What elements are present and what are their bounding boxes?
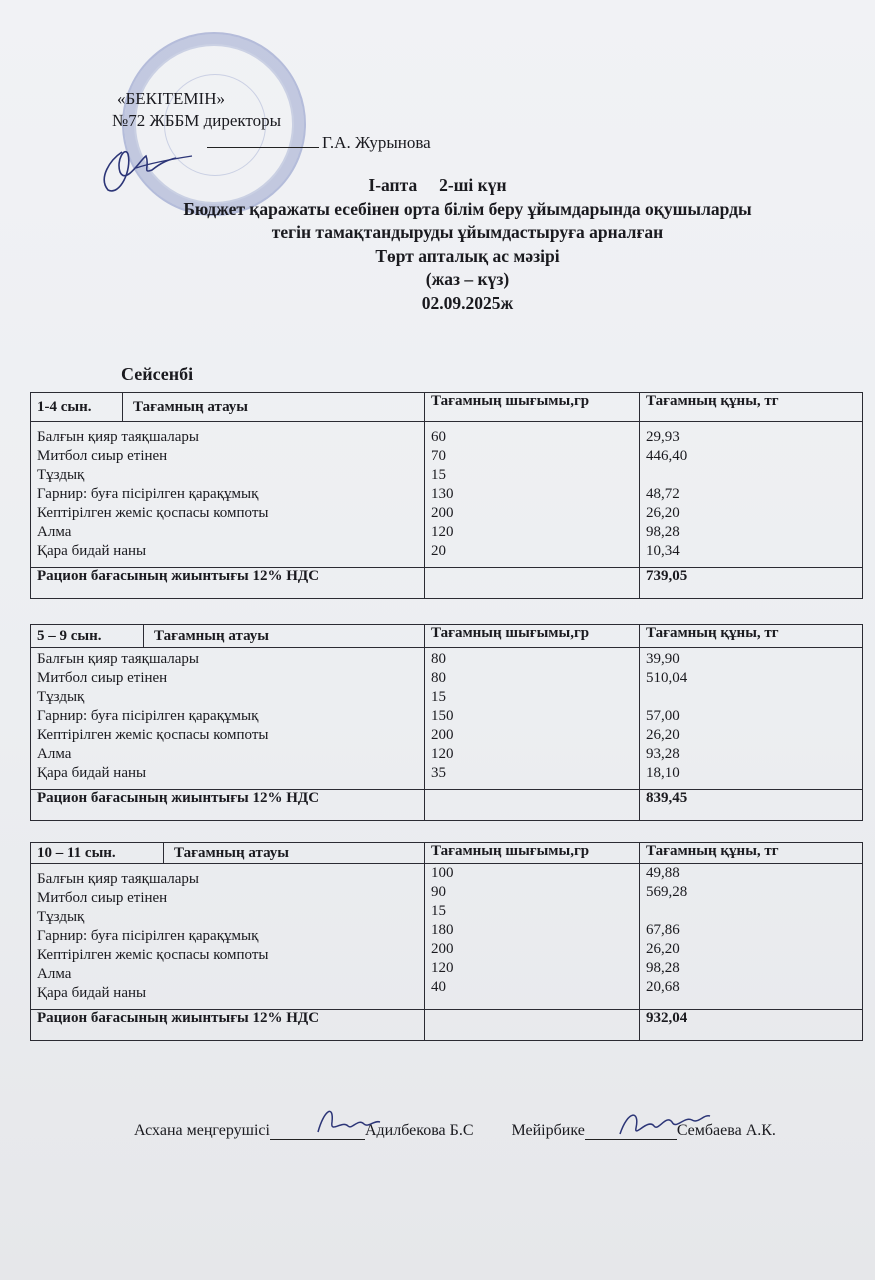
- table-header-yield: Тағамның шығымы,гр: [425, 843, 640, 864]
- title-line-1: Бюджет қаражаты есебінен орта білім беру ұйымдарында оқушыларды: [183, 198, 752, 219]
- title-line-3: Төрт апталық ас мәзірі: [375, 245, 560, 266]
- table-header-price: Тағамның құны, тг: [640, 393, 863, 422]
- table-header-price: Тағамның құны, тг: [640, 625, 863, 648]
- total-price: 839,45: [640, 790, 863, 821]
- week-label: І-апта: [368, 175, 418, 195]
- total-label: Рацион бағасының жиынтығы 12% НДС: [31, 568, 425, 599]
- dish-prices: 29,93 446,40 48,72 26,20 98,28 10,34: [640, 422, 863, 568]
- cook-name: Адилбекова Б.С: [364, 1122, 474, 1139]
- approval-title: «БЕКІТЕМІН»: [117, 89, 225, 108]
- dish-yields: 60 70 15 130 200 120 20: [425, 422, 640, 568]
- total-price: 739,05: [640, 568, 863, 599]
- cook-label: Асхана меңгерушісі: [134, 1122, 270, 1139]
- total-label: Рацион бағасының жиынтығы 12% НДС: [31, 790, 425, 821]
- dish-names: Балғын қияр таяқшалары Митбол сиыр етінен Тұздық Гарнир: буға пісірілген қарақұмық Кептірілген жеміс қоспасы компоты Алма Қара бидай наны: [31, 422, 425, 568]
- cook-signature: [312, 1100, 384, 1140]
- total-label: Рацион бағасының жиынтығы 12% НДС: [31, 1010, 425, 1041]
- table-header-yield: Тағамның шығымы,гр: [425, 393, 640, 422]
- table-header-price: Тағамның құны, тг: [640, 843, 863, 864]
- nurse-signature: [614, 1104, 714, 1144]
- season-label: (жаз – күз): [425, 269, 510, 289]
- approval-position: №72 ЖББМ директоры: [112, 111, 282, 130]
- title-line-2: тегін тамақтандыруды ұйымдастыруға арналған: [271, 222, 664, 242]
- weekday-label: Сейсенбі: [121, 364, 194, 384]
- table-header-group: 1-4 сын. Тағамның атауы: [31, 393, 425, 422]
- total-price: 932,04: [640, 1010, 863, 1041]
- dish-prices: 49,88 569,28 67,86 26,20 98,28 20,68: [640, 864, 863, 1010]
- day-label: 2-ші күн: [439, 175, 507, 195]
- dish-yields: 80 80 15 150 200 120 35: [425, 648, 640, 790]
- document-heading: [60, 174, 875, 315]
- menu-date: 02.09.2025ж: [421, 292, 514, 313]
- dish-yields: 100 90 15 180 200 120 40: [425, 864, 640, 1010]
- dish-names: Балғын қияр таяқшалары Митбол сиыр етінен Тұздық Гарнир: буға пісірілген қарақұмық Кептірілген жеміс қоспасы компоты Алма Қара бидай наны: [31, 864, 425, 1010]
- menu-table-grade-10-11: [30, 842, 863, 1041]
- director-name: Г.А. Журынова: [322, 133, 431, 152]
- dish-names: Балғын қияр таяқшалары Митбол сиыр етінен Тұздық Гарнир: буға пісірілген қарақұмық Кептірілген жеміс қоспасы компоты Алма Қара бидай наны: [31, 648, 425, 790]
- table-header-yield: Тағамның шығымы,гр: [425, 625, 640, 648]
- menu-table-grade-5-9: [30, 624, 863, 821]
- table-header-group: 5 – 9 сын. Тағамның атауы: [31, 625, 425, 648]
- nurse-name: Сембаева А.К.: [676, 1122, 776, 1139]
- nurse-label: Мейірбике: [511, 1122, 585, 1139]
- table-header-group: 10 – 11 сын. Тағамның атауы: [31, 843, 425, 864]
- menu-table-grade-1-4: [30, 392, 863, 599]
- dish-prices: 39,90 510,04 57,00 26,20 93,28 18,10: [640, 648, 863, 790]
